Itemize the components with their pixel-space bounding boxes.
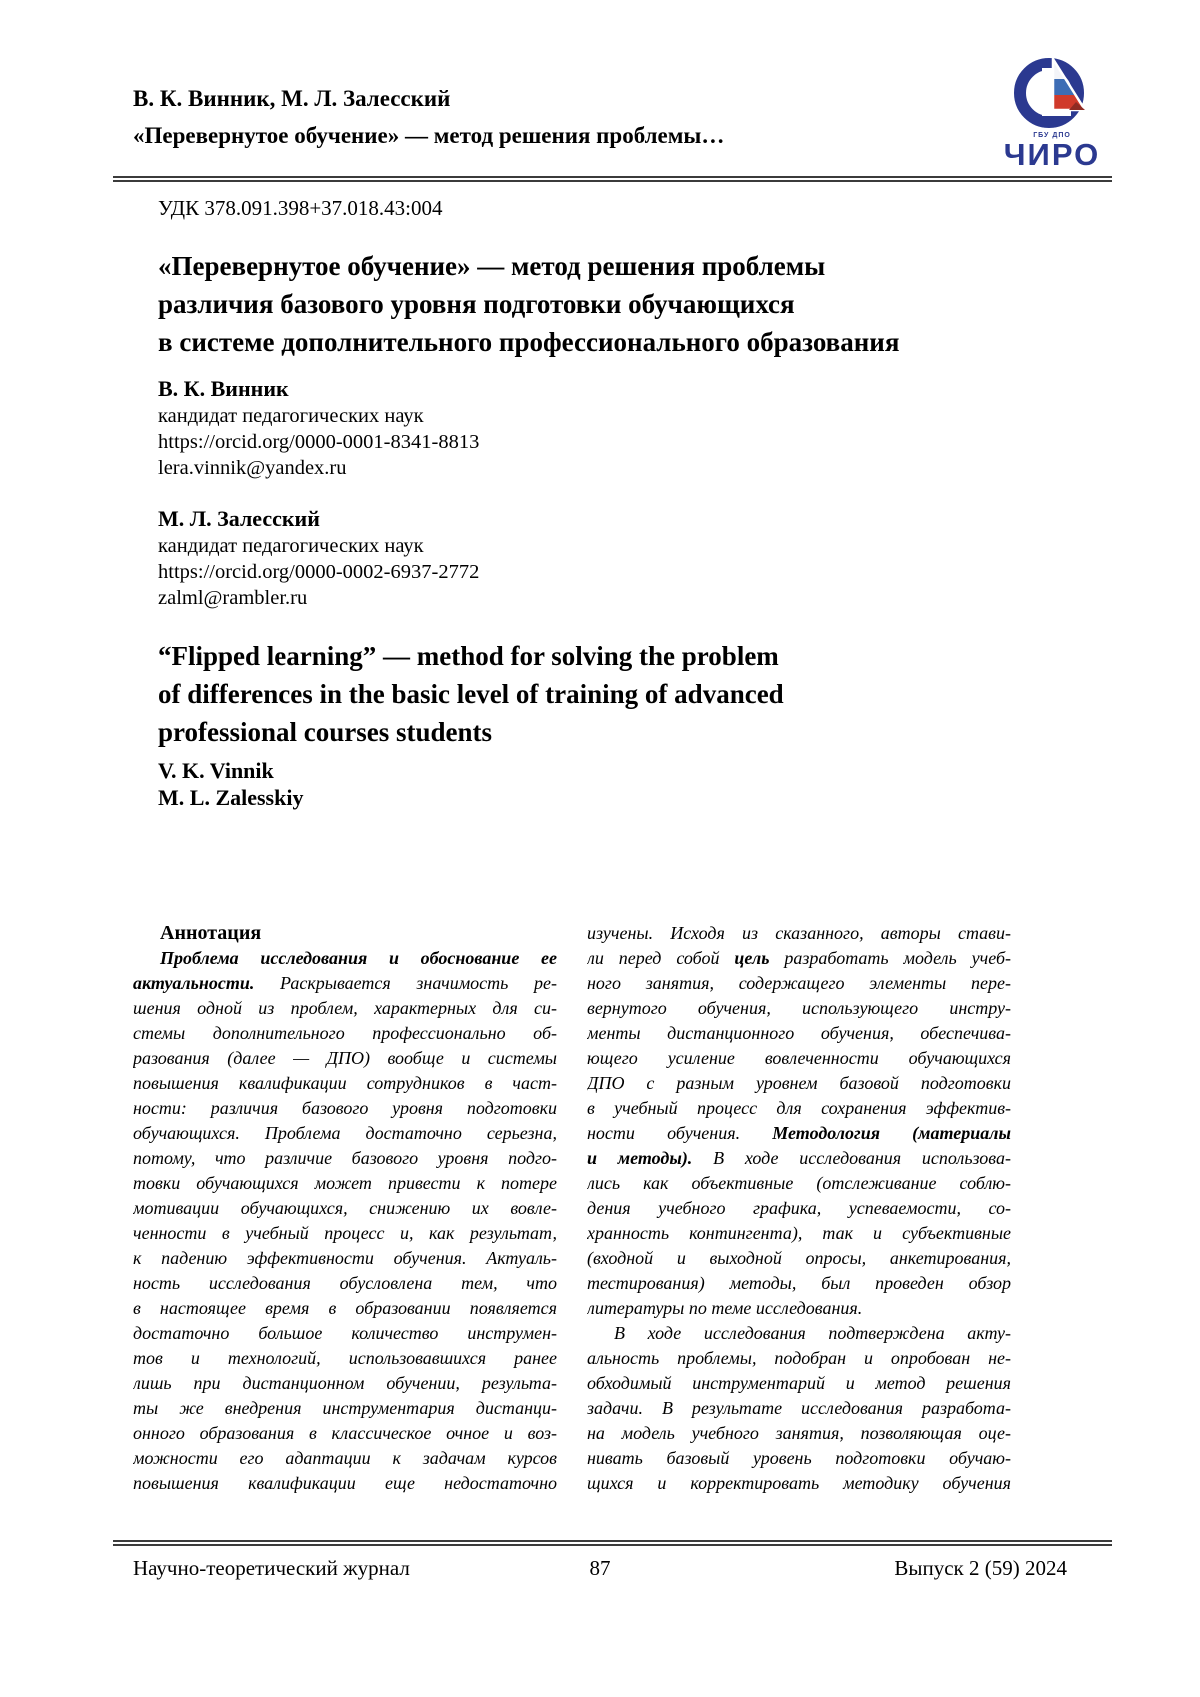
- running-head: [133, 80, 724, 154]
- abstract-line: [587, 1121, 1011, 1146]
- author-2-orcid: https://orcid.org/0000-0002-6937-2772: [158, 561, 480, 583]
- abstract-line: [587, 921, 1011, 946]
- abstract-text-segment: потому, что различие базового уровня подго-: [133, 1148, 557, 1168]
- abstract-bold-segment: актуальности.: [133, 973, 255, 993]
- logo-small-text: ГБУ ДПО: [1033, 132, 1071, 139]
- author-1-name: В. К. Винник: [158, 376, 289, 401]
- abstract-text-segment: (входной и выходной опросы, анкетирования,: [587, 1248, 1011, 1268]
- abstract-text-segment: ющего усиление вовлеченности обучающихся: [587, 1048, 1011, 1068]
- abstract-text-segment: к падению эффективности обучения. Актуаль-: [133, 1248, 557, 1268]
- abstract-line: [133, 1221, 557, 1246]
- abstract-line: [587, 1471, 1011, 1496]
- abstract-left-column: [133, 921, 557, 1496]
- abstract-text-segment: В ходе исследования использова-: [692, 1148, 1011, 1168]
- abstract-text-segment: разования (далее — ДПО) вообще и системы: [133, 1048, 557, 1068]
- abstract-heading: Аннотация: [160, 922, 262, 944]
- abstract-line: [133, 946, 557, 971]
- abstract-line: [587, 1196, 1011, 1221]
- abstract-line: [133, 1021, 557, 1046]
- abstract-text-segment: онного образования в классическое очное и воз-: [133, 1423, 557, 1443]
- abstract-text-segment: В ходе исследования подтверждена акту-: [614, 1323, 1011, 1343]
- title-ru-line-3: в системе дополнительного профессионального образования: [158, 327, 900, 357]
- abstract-line: [587, 1221, 1011, 1246]
- footer-issue: Выпуск 2 (59) 2024: [894, 1556, 1067, 1580]
- abstract-text-segment: в учебный процесс для сохранения эффектив-: [587, 1098, 1011, 1118]
- abstract-bold-segment: и методы).: [587, 1148, 693, 1168]
- abstract-text-segment: щихся и корректировать методику обучения: [587, 1473, 1011, 1493]
- abstract-line: [587, 1046, 1011, 1071]
- abstract-text-segment: задачи. В результате исследования разработа-: [587, 1398, 1011, 1418]
- abstract-text-segment: на модель учебного занятия, позволяющая оце-: [587, 1423, 1011, 1443]
- abstract-text-segment: обучающихся. Проблема достаточно серьезна,: [133, 1123, 557, 1143]
- abstract-left-lines: [133, 946, 557, 1496]
- abstract-text-segment: изучены. Исходя из сказанного, авторы стави-: [587, 923, 1011, 943]
- abstract-bold-segment: цель: [734, 948, 770, 968]
- author-1-email: lera.vinnik@yandex.ru: [158, 457, 347, 479]
- abstract-text-segment: хранность контингента), так и субъективные: [587, 1223, 1011, 1243]
- abstract-text-segment: ность исследования обусловлена тем, что: [133, 1273, 557, 1293]
- abstract-line: [587, 1421, 1011, 1446]
- title-en-line-2: of differences in the basic level of training of advanced: [158, 679, 784, 709]
- abstract-line: [133, 1296, 557, 1321]
- abstract-line: [587, 1071, 1011, 1096]
- abstract-line: [133, 1121, 557, 1146]
- abstract-text-segment: в настоящее время в образовании появляется: [133, 1298, 557, 1318]
- abstract-line: [587, 971, 1011, 996]
- author-2-name: М. Л. Залесский: [158, 506, 320, 531]
- abstract-text-segment: товки обучающихся может привести к потере: [133, 1173, 557, 1193]
- footer-rule: [113, 1540, 1112, 1546]
- abstract-text-segment: мотивации обучающихся, снижению их вовле-: [133, 1198, 557, 1218]
- abstract-text-segment: менты дистанционного обучения, обеспечива-: [587, 1023, 1011, 1043]
- abstract-line: [587, 1271, 1011, 1296]
- abstract-text-segment: ного занятия, содержащего элементы пере-: [587, 973, 1011, 993]
- abstract-text-segment: лись как объективные (отслеживание соблю-: [587, 1173, 1011, 1193]
- abstract-line: [133, 1096, 557, 1121]
- abstract-line: [587, 1146, 1011, 1171]
- abstract-line: [133, 1171, 557, 1196]
- journal-logo: [1002, 52, 1102, 172]
- abstract-section: [133, 921, 1011, 1496]
- abstract-text-segment: можности его адаптации к задачам курсов: [133, 1448, 557, 1468]
- author-block-1: [158, 375, 479, 481]
- running-head-authors: В. К. Винник, М. Л. Залесский: [133, 86, 451, 111]
- author-1-orcid: https://orcid.org/0000-0001-8341-8813: [158, 431, 480, 453]
- abstract-text-segment: лишь при дистанционном обучении, результа-: [133, 1373, 557, 1393]
- author-2-email: zalml@rambler.ru: [158, 587, 308, 609]
- abstract-line: [133, 1396, 557, 1421]
- author-en-2: M. L. Zalesskiy: [158, 785, 304, 810]
- authors-en: [158, 757, 303, 811]
- abstract-text-segment: ности: различия базового уровня подготовки: [133, 1098, 557, 1118]
- logo-emblem-icon: [1013, 52, 1091, 132]
- abstract-text-segment: ДПО с разным уровнем базовой подготовки: [587, 1073, 1011, 1093]
- abstract-text-segment: вернутого обучения, использующего инстру-: [587, 998, 1011, 1018]
- abstract-text-segment: стемы дополнительного профессионально об-: [133, 1023, 557, 1043]
- abstract-line: [587, 1371, 1011, 1396]
- page-footer: [133, 1556, 1067, 1581]
- article-title-en: [158, 637, 784, 751]
- abstract-text-segment: достаточно большое количество инструмен-: [133, 1323, 557, 1343]
- abstract-line: [133, 1146, 557, 1171]
- abstract-text-segment: альность проблемы, подобран и опробован не-: [587, 1348, 1011, 1368]
- abstract-line: [587, 996, 1011, 1021]
- abstract-line: [133, 971, 557, 996]
- abstract-text-segment: шения одной из проблем, характерных для си-: [133, 998, 557, 1018]
- abstract-text-segment: Раскрывается значимость ре-: [254, 973, 557, 993]
- abstract-line: [133, 1421, 557, 1446]
- title-en-line-3: professional courses students: [158, 717, 493, 747]
- abstract-line: [587, 1096, 1011, 1121]
- author-block-2: [158, 505, 479, 611]
- article-title-ru: [158, 247, 899, 361]
- abstract-line: [587, 1296, 1011, 1321]
- abstract-text-segment: тестирования) методы, был проведен обзор: [587, 1273, 1011, 1293]
- abstract-line: [587, 1446, 1011, 1471]
- abstract-line: [133, 1271, 557, 1296]
- abstract-line: [133, 996, 557, 1021]
- abstract-line: [587, 1171, 1011, 1196]
- abstract-text-segment: разработать модель учеб-: [769, 948, 1011, 968]
- author-2-degree: кандидат педагогических наук: [158, 535, 424, 557]
- abstract-line: [133, 1371, 557, 1396]
- header-rule: [113, 176, 1112, 182]
- abstract-text-segment: повышения квалификации еще недостаточно: [133, 1473, 557, 1493]
- abstract-text-segment: обходимый инструментарий и метод решения: [587, 1373, 1011, 1393]
- abstract-line: [133, 1196, 557, 1221]
- running-head-title: «Перевернутое обучение» — метод решения проблемы…: [133, 123, 725, 148]
- author-en-1: V. K. Vinnik: [158, 758, 274, 783]
- abstract-right-column: [587, 921, 1011, 1496]
- abstract-text-segment: тов и технологий, использовавшихся ранее: [133, 1348, 557, 1368]
- abstract-line: [587, 1396, 1011, 1421]
- abstract-text-segment: дения учебного графика, успеваемости, со-: [587, 1198, 1011, 1218]
- abstract-line: [587, 946, 1011, 971]
- abstract-line: [133, 1246, 557, 1271]
- abstract-line: [587, 1021, 1011, 1046]
- abstract-text-segment: ченности в учебный процесс и, как результат,: [133, 1223, 557, 1243]
- abstract-line: [587, 1346, 1011, 1371]
- logo-acronym: ЧИРО: [1003, 137, 1101, 172]
- footer-journal-name: Научно-теоретический журнал: [133, 1556, 410, 1580]
- abstract-text-segment: нивать базовый уровень подготовки обучаю-: [587, 1448, 1011, 1468]
- abstract-line: [133, 1446, 557, 1471]
- abstract-line: [133, 1071, 557, 1096]
- abstract-bold-segment: Методология (материалы: [772, 1123, 1011, 1143]
- abstract-line: [133, 1321, 557, 1346]
- abstract-text-segment: ты же внедрения инструментария дистанци-: [133, 1398, 557, 1418]
- author-1-degree: кандидат педагогических наук: [158, 405, 424, 427]
- page-number: 87: [589, 1556, 611, 1580]
- abstract-line: [587, 1321, 1011, 1346]
- abstract-line: [587, 1246, 1011, 1271]
- abstract-text-segment: ли перед собой: [587, 948, 735, 968]
- abstract-line: [133, 1471, 557, 1496]
- abstract-text-segment: ности обучения.: [587, 1123, 773, 1143]
- abstract-bold-segment: Проблема исследования и обоснование ее: [160, 948, 557, 968]
- title-ru-line-2: различия базового уровня подготовки обучающихся: [158, 289, 795, 319]
- title-ru-line-1: «Перевернутое обучение» — метод решения проблемы: [158, 251, 826, 281]
- udc-code: УДК 378.091.398+37.018.43:004: [158, 196, 443, 220]
- abstract-line: [133, 1346, 557, 1371]
- abstract-text-segment: литературы по теме исследования.: [587, 1298, 863, 1318]
- abstract-line: [133, 1046, 557, 1071]
- abstract-text-segment: повышения квалификации сотрудников в част-: [133, 1073, 557, 1093]
- title-en-line-1: “Flipped learning” — method for solving the problem: [158, 641, 779, 671]
